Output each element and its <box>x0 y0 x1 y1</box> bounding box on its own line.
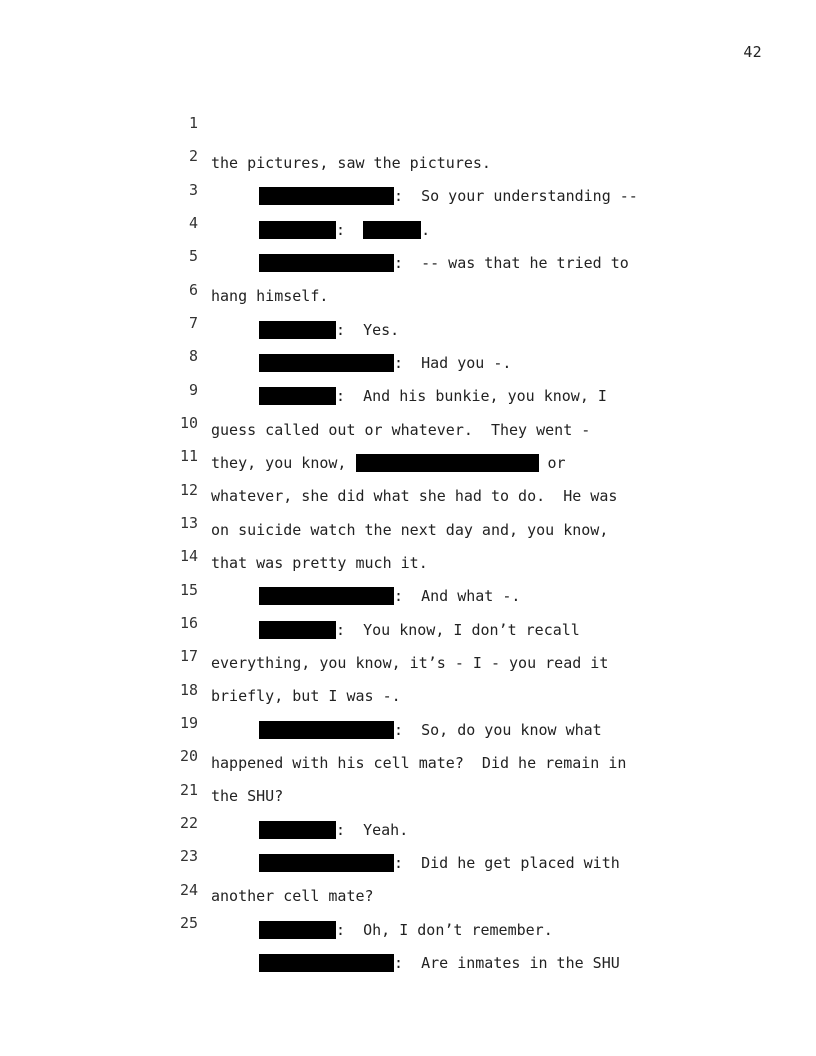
line-text: : So your understanding -- <box>394 187 638 205</box>
line-text: : Yeah. <box>336 821 409 839</box>
line-number: 5 <box>188 247 198 265</box>
line-number: 9 <box>188 381 198 399</box>
line-text: whatever, she did what she had to do. He was <box>211 487 618 505</box>
line-number: 20 <box>179 747 198 765</box>
line-text: or <box>538 454 566 472</box>
line-number: 21 <box>179 781 198 799</box>
line-number: 22 <box>179 814 198 832</box>
line-text: guess called out or whatever. They went - <box>211 421 591 439</box>
line-text: happened with his cell mate? Did he remain in <box>211 754 627 772</box>
line-number: 15 <box>179 581 198 599</box>
line-text: : Did he get placed with <box>394 854 620 872</box>
line-number: 25 <box>179 914 198 932</box>
line-text: the SHU? <box>211 787 284 805</box>
line-text: : Had you -. <box>394 354 512 372</box>
line-text: : Are inmates in the SHU <box>394 954 620 972</box>
line-number: 24 <box>179 881 198 899</box>
line-text: on suicide watch the next day and, you know, <box>211 521 609 539</box>
line-number: 7 <box>188 314 198 332</box>
line-text: : You know, I don’t recall <box>336 621 580 639</box>
line-number: 3 <box>188 181 198 199</box>
line-number: 12 <box>179 481 198 499</box>
line-text: the pictures, saw the pictures. <box>211 154 491 172</box>
line-number: 13 <box>179 514 198 532</box>
line-number: 8 <box>188 347 198 365</box>
transcript-line <box>0 93 816 172</box>
line-text: : Oh, I don’t remember. <box>336 921 553 939</box>
line-text: . <box>421 221 431 239</box>
line-number: 11 <box>179 447 198 465</box>
line-number: 10 <box>179 414 198 432</box>
line-number: 14 <box>179 547 198 565</box>
line-number: 18 <box>179 681 198 699</box>
line-number: 2 <box>188 147 198 165</box>
line-text: : <box>336 221 364 239</box>
line-text: : Yes. <box>336 321 400 339</box>
line-number: 23 <box>179 847 198 865</box>
line-text: : And what -. <box>394 587 521 605</box>
line-text: hang himself. <box>211 287 329 305</box>
line-text: they, you know, <box>211 454 356 472</box>
redaction-block <box>259 954 394 972</box>
line-number: 6 <box>188 281 198 299</box>
line-number: 17 <box>179 647 198 665</box>
line-number: 1 <box>188 114 198 132</box>
line-text: : -- was that he tried to <box>394 254 629 272</box>
line-text: another cell mate? <box>211 887 374 905</box>
line-number: 16 <box>179 614 198 632</box>
line-number: 4 <box>188 214 198 232</box>
line-text: : And his bunkie, you know, I <box>336 387 607 405</box>
transcript-line <box>0 193 816 272</box>
page-number: 42 <box>743 43 762 61</box>
line-text: : So, do you know what <box>394 721 602 739</box>
line-text: that was pretty much it. <box>211 554 428 572</box>
line-text: everything, you know, it’s - I - you read it <box>211 654 609 672</box>
line-number: 19 <box>179 714 198 732</box>
line-text: briefly, but I was -. <box>211 687 401 705</box>
redaction-block <box>259 921 336 939</box>
